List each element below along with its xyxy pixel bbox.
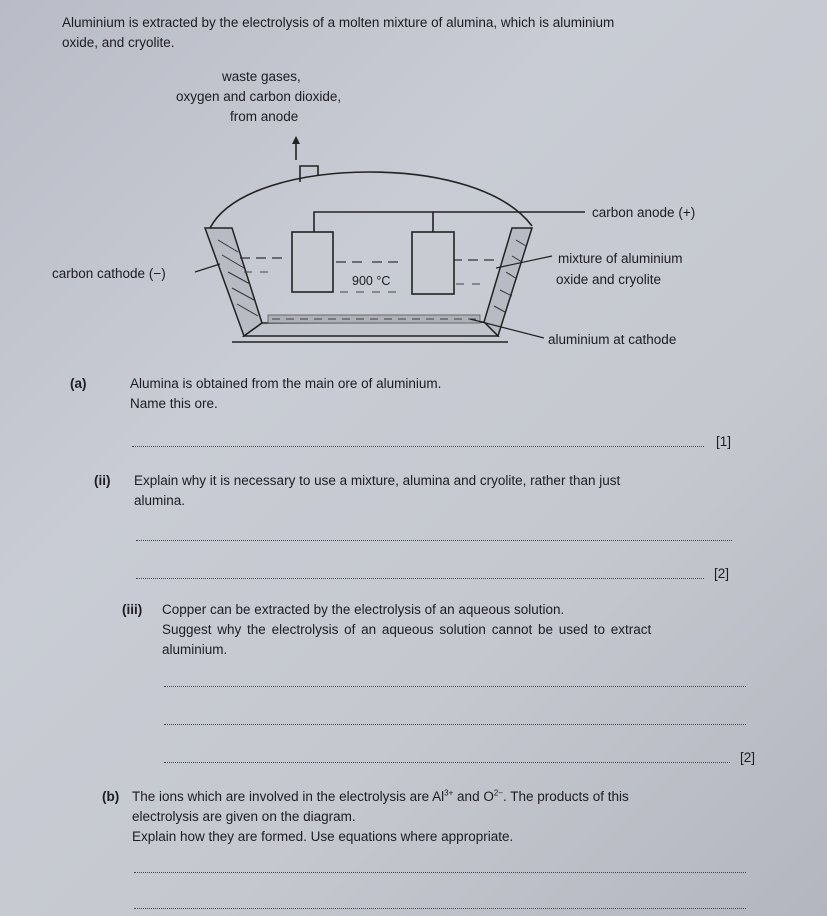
cell-right-wall — [484, 228, 532, 336]
q-a-iii-text-2: Suggest why the electrolysis of an aqueous solution cannot be used to extract — [162, 622, 652, 637]
cathode-label: carbon cathode (−) — [52, 266, 166, 281]
anode-label: carbon anode (+) — [592, 205, 696, 220]
q-b-text-1-pre: The ions which are involved in the electrolysis are — [132, 789, 433, 804]
q-a-text-1: Alumina is obtained from the main ore of aluminium. — [130, 376, 442, 391]
carbon-anode-left — [292, 232, 333, 292]
q-b-text-1 — [132, 788, 629, 806]
q-b-text-3: Explain how they are formed. Use equations where appropriate. — [132, 829, 514, 844]
ion-aluminium-charge: 3+ — [444, 788, 454, 798]
q-a-iii-marks: [2] — [740, 750, 756, 765]
ion-oxide-charge: 2− — [493, 788, 503, 798]
cell-bottom — [244, 322, 498, 336]
q-b-label: (b) — [102, 789, 120, 804]
ion-aluminium: Al — [432, 789, 445, 804]
q-a-iii-text-3: aluminium. — [162, 642, 228, 657]
anode-busbar — [314, 212, 433, 232]
electrolyte-surface — [240, 258, 494, 262]
q-a-ii-marks: [2] — [714, 566, 730, 581]
q-a-label: (a) — [70, 376, 87, 391]
gas-label-3: from anode — [230, 109, 299, 124]
carbon-anode-right — [412, 232, 454, 294]
q-b-answer-line-2[interactable] — [134, 908, 746, 909]
q-a-iii-text-1: Copper can be extracted by the electrolysis of an aqueous solution. — [162, 602, 565, 617]
q-a-ii-text-2: alumina. — [134, 493, 186, 508]
q-a-ii-answer-line-2[interactable] — [136, 578, 704, 579]
temperature-label: 900 °C — [352, 274, 391, 288]
q-a-ii-answer-line-1[interactable] — [136, 540, 732, 541]
q-a-iii-answer-line-2[interactable] — [164, 724, 746, 725]
q-a-text-2: Name this ore. — [130, 396, 218, 411]
cell-left-wall — [205, 228, 262, 336]
mixture-label-2: oxide and cryolite — [556, 272, 662, 287]
mixture-label-1: mixture of aluminium — [558, 251, 683, 266]
intro-line-2: oxide, and cryolite. — [62, 35, 175, 50]
q-a-ii-text-1: Explain why it is necessary to use a mixture, alumina and cryolite, rather than just — [134, 473, 621, 488]
q-a-iii-answer-line-1[interactable] — [164, 686, 746, 687]
q-a-iii-answer-line-3[interactable] — [164, 762, 730, 763]
cell-lid — [210, 172, 532, 228]
gas-outlet — [300, 166, 318, 182]
q-a-answer-line[interactable] — [132, 446, 704, 447]
q-a-iii-label: (iii) — [122, 602, 143, 617]
gas-label-2: oxygen and carbon dioxide, — [176, 89, 342, 104]
intro-line-1: Aluminium is extracted by the electrolysis of a molten mixture of alumina, which is aluminium — [62, 15, 615, 30]
gas-label-1: waste gases, — [222, 69, 301, 84]
q-a-marks: [1] — [716, 434, 732, 449]
q-b-text-1-post: . The products of this — [502, 789, 629, 804]
aluminium-label: aluminium at cathode — [548, 332, 677, 347]
q-b-and: and — [453, 789, 484, 804]
q-a-ii-label: (ii) — [94, 473, 111, 488]
ion-oxide: O — [483, 789, 494, 804]
q-b-answer-line-1[interactable] — [134, 872, 746, 873]
q-b-text-2: electrolysis are given on the diagram. — [132, 809, 356, 824]
gas-arrowhead — [292, 136, 300, 144]
